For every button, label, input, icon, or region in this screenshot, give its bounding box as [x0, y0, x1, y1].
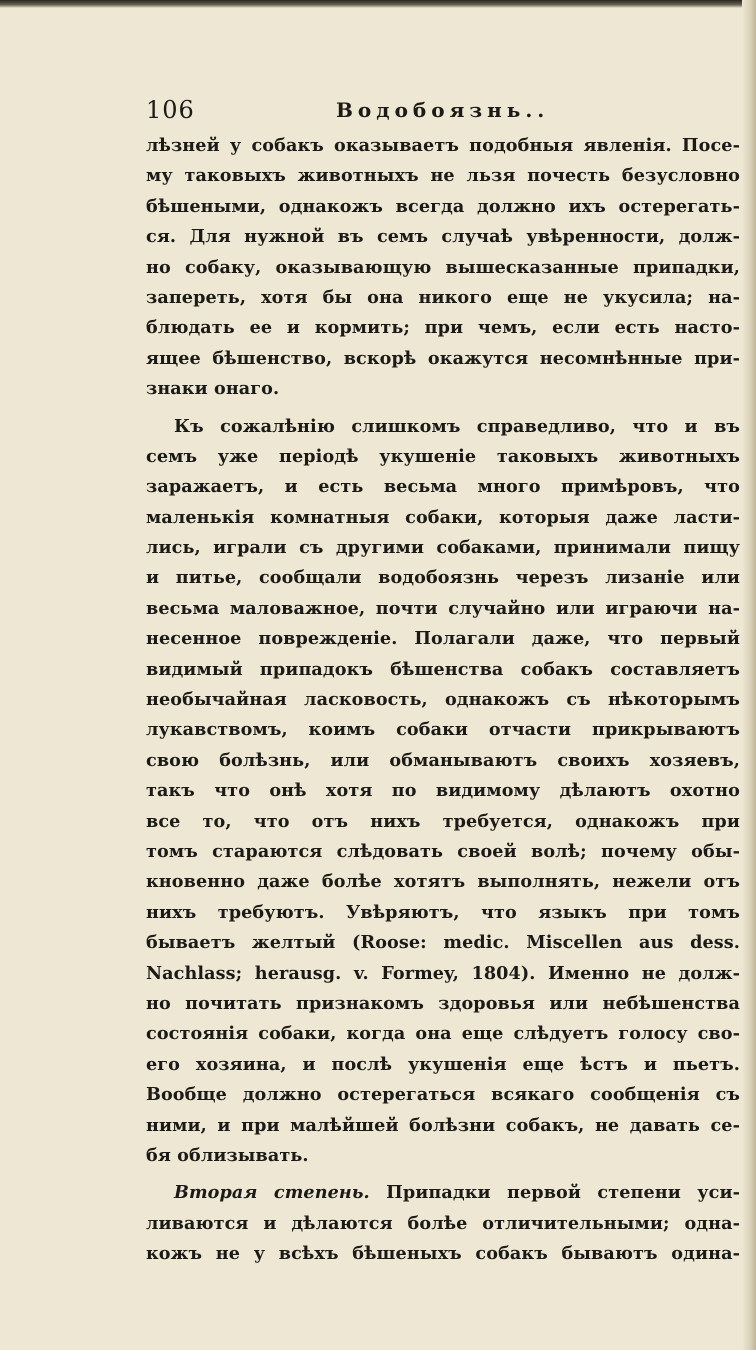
text-line: все то, что отъ нихъ требуется, однакожъ при: [146, 810, 740, 832]
text-line: томъ стараются слѣдовать своей волѣ; почему обы-: [146, 840, 740, 862]
paragraph-2: [146, 412, 740, 1172]
paragraph-1: [146, 131, 740, 405]
text-fragment: Припадки первой степени уси-: [369, 1182, 740, 1204]
body-text: [146, 131, 740, 1269]
page-number: 106: [146, 96, 195, 124]
paragraph-3: [146, 1178, 740, 1269]
text-line: ними, и при малѣйшей болѣзни собакъ, не давать се-: [146, 1114, 740, 1136]
running-head: Водобоязнь..: [336, 98, 550, 122]
text-line: лѣзней у собакъ оказываетъ подобныя явленія. Посе-: [146, 135, 740, 156]
page-binding-edge: [742, 0, 756, 1350]
text-line: несенное поврежденіе. Полагали даже, что первый: [146, 628, 740, 650]
text-line: бя облизывать.: [146, 1144, 309, 1166]
text-line: ливаются и дѣлаются болѣе отличительными; одна-: [146, 1212, 740, 1234]
text-line: Nachlass; herausg. v. Formey, 1804). Именно не долж-: [146, 962, 740, 984]
text-line: и питье, сообщали водобоязнь черезъ лизаніе или: [146, 567, 740, 589]
text-line: весьма маловажное, почти случайно или играючи на-: [146, 597, 740, 619]
text-line: знаки онаго.: [146, 378, 280, 400]
page-top-edge: [0, 0, 756, 8]
text-line: нихъ требуютъ. Увѣряютъ, что языкъ при томъ: [146, 901, 740, 923]
text-line: кожъ не у всѣхъ бѣшеныхъ собакъ бываютъ одина-: [146, 1243, 740, 1265]
text-line: му таковыхъ животныхъ не льзя почесть безусловно: [146, 165, 740, 187]
page-header: [146, 96, 686, 128]
text-line: запереть, хотя бы она никого еще не укусила; на-: [146, 286, 740, 308]
text-line: кновенно даже болѣе хотятъ выполнять, нежели отъ: [146, 871, 740, 893]
text-line: Къ сожалѣнію слишкомъ справедливо, что и въ: [174, 415, 740, 437]
text-line: его хозяина, и послѣ укушенія еще ѣстъ и пьетъ.: [146, 1053, 740, 1075]
text-line: видимый припадокъ бѣшенства собакъ составляетъ: [146, 658, 740, 680]
text-line: лись, играли съ другими собаками, принимали пищу: [146, 537, 740, 559]
text-line: маленькія комнатныя собаки, которыя даже ласти-: [146, 506, 740, 528]
text-line: состоянія собаки, когда она еще слѣдуетъ голосу сво-: [146, 1023, 740, 1045]
text-line: блюдать ее и кормить; при чемъ, если есть насто-: [146, 317, 740, 339]
text-line: свою болѣзнь, или обманываютъ своихъ хозяевъ,: [146, 749, 740, 771]
text-line: необычайная ласковость, однакожъ съ нѣкоторымъ: [146, 689, 740, 711]
section-lead: Вторая степень.: [174, 1182, 370, 1204]
text-line: бываетъ желтый (Roose: medic. Miscellen aus dess.: [146, 932, 740, 954]
text-line-with-heading: [146, 1178, 740, 1208]
text-line: ящее бѣшенство, вскорѣ окажутся несомнѣнные при-: [146, 347, 740, 369]
text-line: лукавствомъ, коимъ собаки отчасти прикрываютъ: [146, 719, 740, 741]
text-line: такъ что онѣ хотя по видимому дѣлаютъ охотно: [146, 780, 740, 802]
text-line: семъ уже періодѣ укушеніе таковыхъ животныхъ: [146, 445, 740, 467]
text-line: но собаку, оказывающую вышесказанные припадки,: [146, 256, 740, 278]
text-line: Вообще должно остерегаться всякаго сообщенія съ: [146, 1084, 740, 1106]
text-line: но почитать признакомъ здоровья или небѣшенства: [146, 992, 740, 1014]
text-line: ся. Для нужной въ семъ случаѣ увѣренности, долж-: [146, 226, 740, 248]
text-line: заражаетъ, и есть весьма много примѣровъ, что: [146, 476, 740, 498]
text-line: бѣшеными, однакожъ всегда должно ихъ остерегать-: [146, 195, 740, 217]
